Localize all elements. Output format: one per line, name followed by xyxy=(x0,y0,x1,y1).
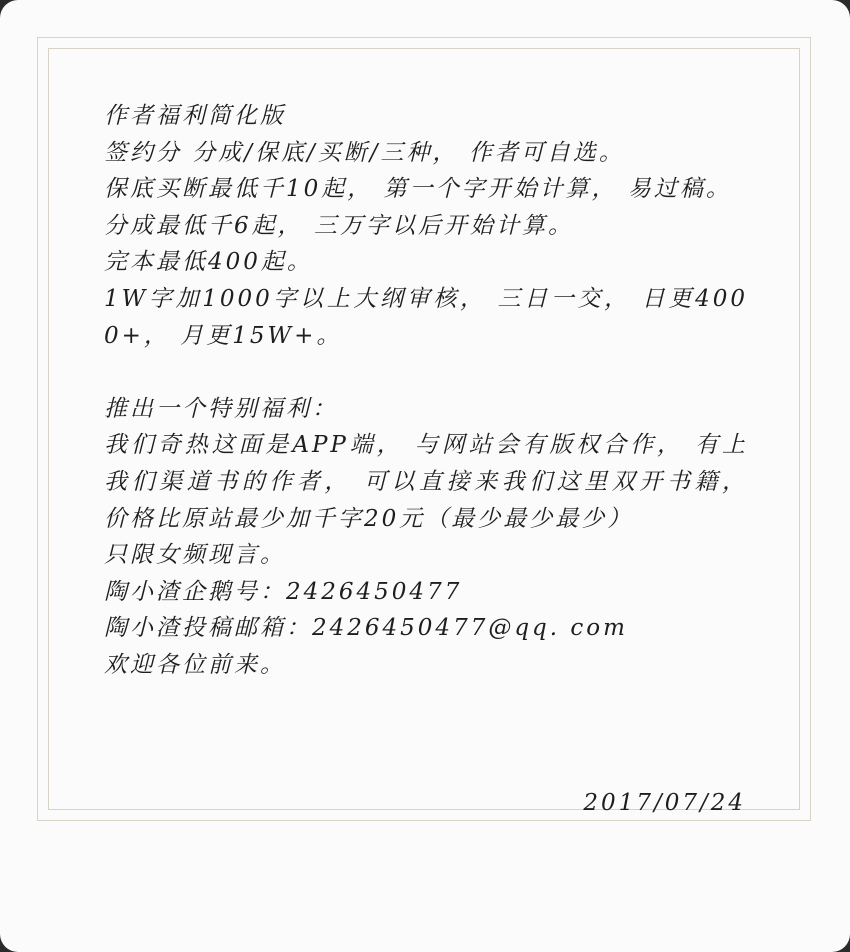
letter-body xyxy=(104,98,748,684)
body-line: 分成最低千6起， 三万字以后开始计算。 xyxy=(104,212,574,239)
body-line: 完本最低400起。 xyxy=(104,249,313,276)
contact-qq-line: 陶小渣企鹅号：2426450477 xyxy=(104,578,463,605)
body-line: 签约分 分成/保底/买断/三种， 作者可自选。 xyxy=(104,139,625,166)
contact-email-line: 陶小渣投稿邮箱：2426450477@qq. com xyxy=(104,615,628,642)
body-line: 1W字加1000字以上大纲审核， 三日一交， 日更4000+， 月更15W+。 xyxy=(104,285,748,349)
body-line: 保底买断最低千10起， 第一个字开始计算， 易过稿。 xyxy=(104,176,732,203)
date-stamp: 2017/07/24 xyxy=(583,790,746,816)
closing-line: 欢迎各位前来。 xyxy=(104,651,286,678)
title-line: 作者福利简化版 xyxy=(104,103,286,129)
body-line: 只限女频现言。 xyxy=(104,542,286,569)
body-line: 我们奇热这面是APP端， 与网站会有版权合作， 有上我们渠道书的作者， 可以直接来我们这里双开书籍， 价格比原站最少加千字20元（最少最少最少） xyxy=(104,432,748,532)
blank-line xyxy=(104,354,748,391)
body-line: 推出一个特别福利： xyxy=(104,395,338,422)
